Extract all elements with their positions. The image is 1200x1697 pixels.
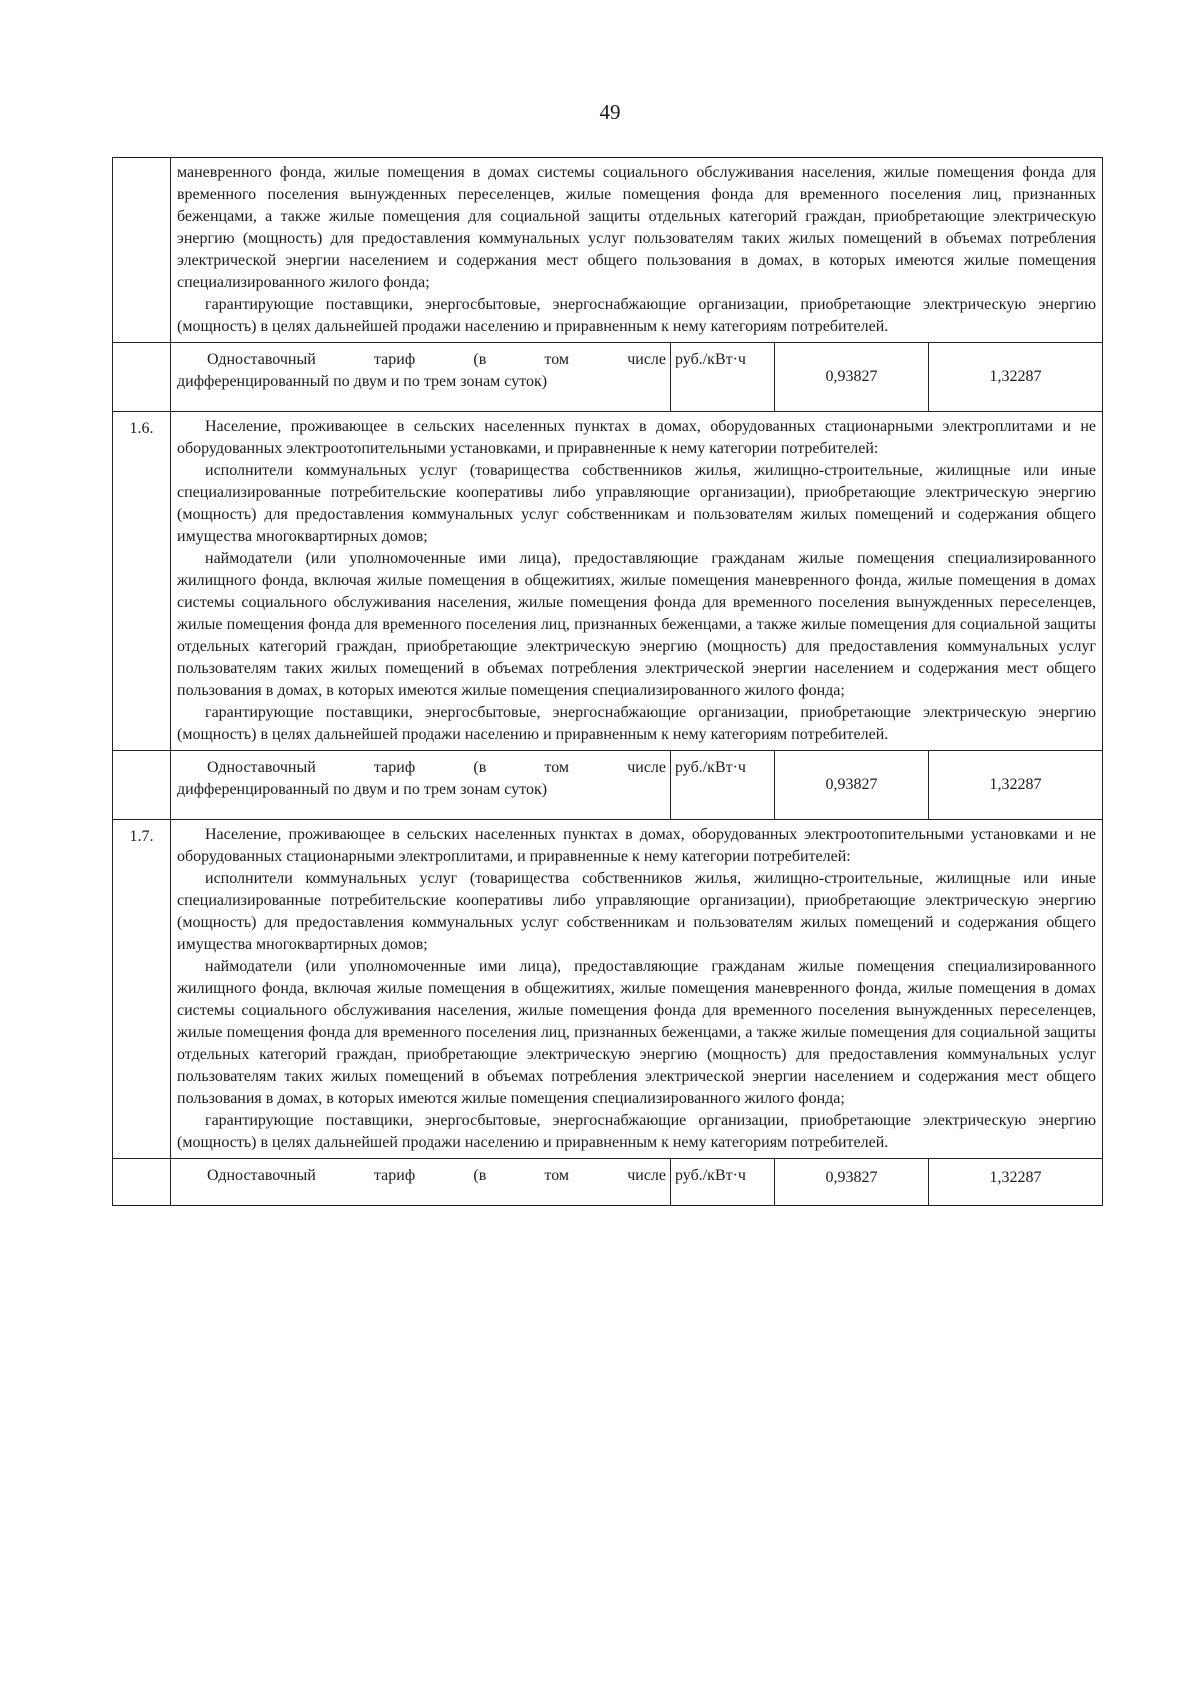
section-number: 1.7. bbox=[113, 820, 171, 1159]
row-number bbox=[113, 751, 171, 820]
paragraph: Население, проживающее в сельских населенных пунктах в домах, оборудованных стационарными электроплитами и не оборудованных электроотопительными установками, и приравненные к нему категории потребителей: bbox=[177, 418, 1097, 457]
paragraph: исполнители коммунальных услуг (товарищества собственников жилья, жилищно-строительные, жилищные или иные специализированные потребительские кооперативы либо управляющие организации), приобретающие электрическую энергию (мощность) для предоставления коммунальных услуг собственникам и пользователям жилых помещений и содержания общего имущества многоквартирных домов; bbox=[177, 462, 1097, 545]
rate-label: Одноставочный тариф (в том числе дифференцированный по двум и по трем зонам суток) bbox=[171, 751, 671, 820]
paragraph: гарантирующие поставщики, энергосбытовые, энергоснабжающие организации, приобретающие электрическую энергию (мощность) в целях дальнейшей продажи населению и приравненным к нему категориям потребителей. bbox=[177, 296, 1097, 335]
unit-cell: руб./кВт·ч bbox=[671, 343, 775, 412]
paragraph: гарантирующие поставщики, энергосбытовые, энергоснабжающие организации, приобретающие электрическую энергию (мощность) в целях дальнейшей продажи населению и приравненным к нему категориям потребителей. bbox=[177, 1112, 1097, 1151]
category-description bbox=[171, 158, 1103, 343]
tariff-table bbox=[112, 157, 1103, 1206]
category-description bbox=[171, 412, 1103, 751]
unit-cell: руб./кВт·ч bbox=[671, 751, 775, 820]
rate-row bbox=[113, 751, 1103, 820]
section-row bbox=[113, 820, 1103, 1159]
section-row bbox=[113, 412, 1103, 751]
rate-row bbox=[113, 1159, 1103, 1206]
rate-label: Одноставочный тариф (в том числе bbox=[171, 1159, 671, 1206]
paragraph: исполнители коммунальных услуг (товарищества собственников жилья, жилищно-строительные, жилищные или иные специализированные потребительские кооперативы либо управляющие организации), приобретающие электрическую энергию (мощность) для предоставления коммунальных услуг собственникам и пользователям жилых помещений и содержания общего имущества многоквартирных домов; bbox=[177, 870, 1097, 953]
category-description bbox=[171, 820, 1103, 1159]
row-number bbox=[113, 1159, 171, 1206]
paragraph: маневренного фонда, жилые помещения в домах системы социального обслуживания населения, жилые помещения фонда для временного поселения вынужденных переселенцев, жилые помещения фонда для временного поселения лиц, признанных беженцами, а также жилые помещения для социальной защиты отдельных категорий граждан, приобретающие электрическую энергию (мощность) для предоставления коммунальных услуг пользователям таких жилых помещений в объемах потребления электрической энергии населением и содержания мест общего пользования в домах, в которых имеются жилые помещения специализированного жилого фонда; bbox=[177, 164, 1097, 291]
section-number: 1.6. bbox=[113, 412, 171, 751]
value-cell-1: 0,93827 bbox=[775, 343, 929, 412]
value-cell-1: 0,93827 bbox=[775, 1159, 929, 1206]
rate-row bbox=[113, 343, 1103, 412]
paragraph: Население, проживающее в сельских населенных пунктах в домах, оборудованных электроотопительными установками и не оборудованных стационарными электроплитами, и приравненные к нему категории потребителей: bbox=[177, 826, 1097, 865]
value-cell-1: 0,93827 bbox=[775, 751, 929, 820]
paragraph: наймодатели (или уполномоченные ими лица), предоставляющие гражданам жилые помещения специализированного жилищного фонда, включая жилые помещения в общежитиях, жилые помещения маневренного фонда, жилые помещения в домах системы социального обслуживания населения, жилые помещения фонда для временного поселения вынужденных переселенцев, жилые помещения фонда для временного поселения лиц, признанных беженцами, а также жилые помещения для социальной защиты отдельных категорий граждан, приобретающие электрическую энергию (мощность) для предоставления коммунальных услуг пользователям таких жилых помещений в объемах потребления электрической энергии населением и содержания мест общего пользования в домах, в которых имеются жилые помещения специализированного жилого фонда; bbox=[177, 958, 1097, 1107]
page-number: 49 bbox=[599, 100, 621, 124]
value-cell-2: 1,32287 bbox=[929, 1159, 1103, 1206]
value-cell-2: 1,32287 bbox=[929, 751, 1103, 820]
continuation-row bbox=[113, 158, 1103, 343]
row-number bbox=[113, 158, 171, 343]
unit-cell: руб./кВт·ч bbox=[671, 1159, 775, 1206]
value-cell-2: 1,32287 bbox=[929, 343, 1103, 412]
paragraph: гарантирующие поставщики, энергосбытовые, энергоснабжающие организации, приобретающие электрическую энергию (мощность) в целях дальнейшей продажи населению и приравненным к нему категориям потребителей. bbox=[177, 704, 1097, 743]
paragraph: наймодатели (или уполномоченные ими лица), предоставляющие гражданам жилые помещения специализированного жилищного фонда, включая жилые помещения в общежитиях, жилые помещения маневренного фонда, жилые помещения в домах системы социального обслуживания населения, жилые помещения фонда для временного поселения вынужденных переселенцев, жилые помещения фонда для временного поселения лиц, признанных беженцами, а также жилые помещения для социальной защиты отдельных категорий граждан, приобретающие электрическую энергию (мощность) для предоставления коммунальных услуг пользователям таких жилых помещений в объемах потребления электрической энергии населением и содержания мест общего пользования в домах, в которых имеются жилые помещения специализированного жилого фонда; bbox=[177, 550, 1097, 699]
rate-label: Одноставочный тариф (в том числе дифференцированный по двум и по трем зонам суток) bbox=[171, 343, 671, 412]
row-number bbox=[113, 343, 171, 412]
